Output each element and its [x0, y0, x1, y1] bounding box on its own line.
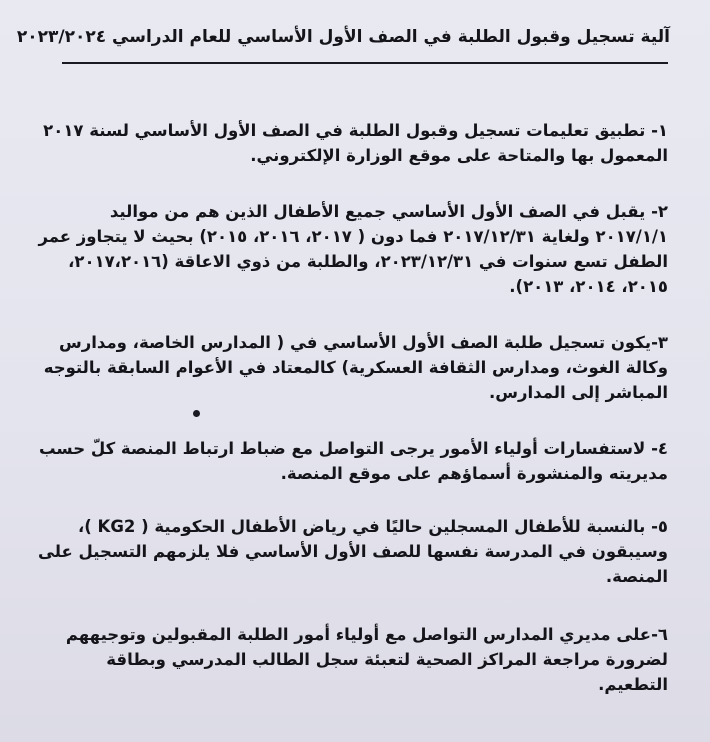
title-underline: [62, 62, 668, 64]
document-title: آلية تسجيل وقبول الطلبة في الصف الأول الأساسي للعام الدراسي ٢٠٢٣/٢٠٢٤: [16, 27, 670, 47]
instruction-item-2: ٢- يقبل في الصف الأول الأساسي جميع الأطفال الذين هم من مواليد ٢٠١٧/١/١ ولغاية ٢٠١٧/١٢/٣١ فما دون ( ٢٠١٧، ٢٠١٦، ٢٠١٥) بحيث لا يتجاوز عمر الطفل تسع سنوات في ٢٠٢٣/١٢/٣١، والطلبة من ذوي الاعاقة (٢٠١٧،٢٠١٦، ٢٠١٥، ٢٠١٤، ٢٠١٣).: [38, 202, 668, 296]
instruction-item-6: ٦-على مديري المدارس التواصل مع أولياء أمور الطلبة المقبولين وتوجيههم لضرورة مراجعة المراكز الصحية لتعبئة سجل الطالب المدرسي وبطاقة التطعيم.: [65, 625, 668, 694]
instruction-item-4: ٤- لاستفسارات أولياء الأمور يرجى التواصل مع ضباط ارتباط المنصة كلّ حسب مديريته والمنشورة أسماؤهم على موقع المنصة.: [38, 439, 668, 483]
instruction-item-3: ٣-يكون تسجيل طلبة الصف الأول الأساسي في ( المدارس الخاصة، ومدارس وكالة الغوث، ومدارس الثقافة العسكرية) كالمعتاد في الأعوام السابقة بالتوجه المباشر إلى المدارس.: [43, 333, 668, 402]
instruction-item-5: ٥- بالنسبة للأطفال المسجلين حاليًا في رياض الأطفال الحكومية ( KG2 )، وسيبقون في المدرسة نفسها للصف الأول الأساسي فلا يلزمهم التسجيل على المنصة.: [38, 517, 668, 586]
instruction-item-1: ١- تطبيق تعليمات تسجيل وقبول الطلبة في الصف الأول الأساسي لسنة ٢٠١٧ المعمول بها والمتاحة على موقع الوزارة الإلكتروني.: [43, 121, 668, 165]
ink-dot: [193, 410, 200, 417]
